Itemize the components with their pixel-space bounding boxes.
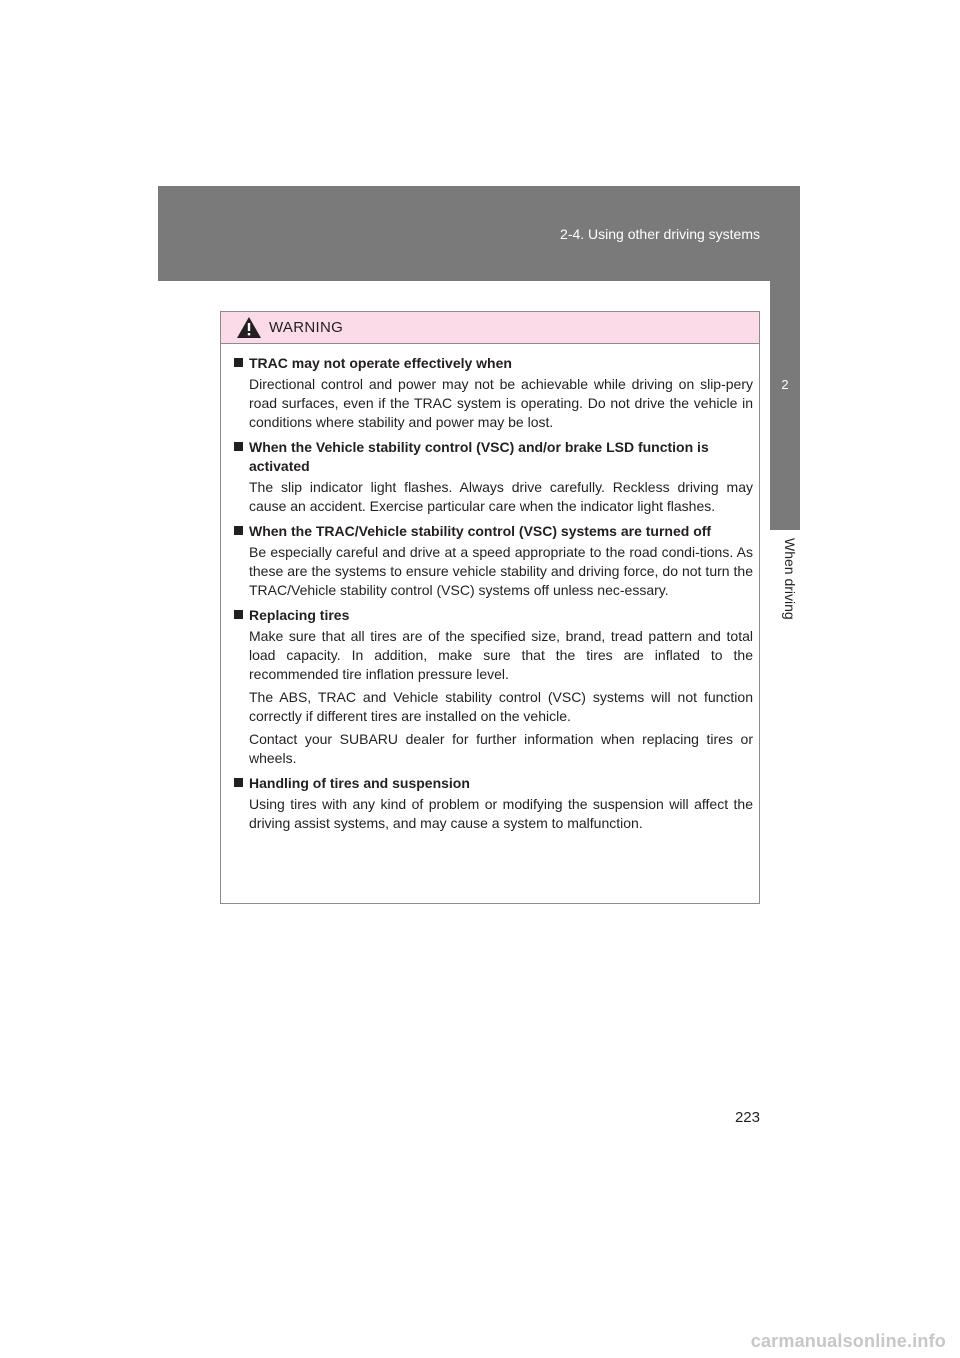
page-number: 223 bbox=[734, 1109, 760, 1126]
warning-body bbox=[221, 344, 759, 833]
item-heading: When the TRAC/Vehicle stability control (VSC) systems are turned off bbox=[231, 522, 753, 541]
warning-item bbox=[231, 438, 753, 516]
warning-item bbox=[231, 354, 753, 432]
header-band bbox=[158, 186, 800, 281]
item-heading: TRAC may not operate effectively when bbox=[231, 354, 753, 373]
watermark: carmanualsonline.info bbox=[750, 1331, 946, 1351]
item-heading: Replacing tires bbox=[231, 606, 753, 625]
square-bullet-icon bbox=[234, 442, 243, 451]
square-bullet-icon bbox=[234, 526, 243, 535]
warning-box bbox=[220, 311, 760, 904]
warning-item bbox=[231, 522, 753, 600]
item-paragraph: Be especially careful and drive at a speed appropriate to the road condi-tions. As these are the systems to ensure vehicle stability and driving force, do not turn the TRAC/Vehicle stability control (VSC) systems off unless nec-essary. bbox=[249, 544, 753, 598]
item-paragraph: Contact your SUBARU dealer for further information when replacing tires or wheels. bbox=[249, 731, 753, 766]
item-paragraph: The ABS, TRAC and Vehicle stability control (VSC) systems will not function correctly if different tires are installed on the vehicle. bbox=[249, 689, 753, 724]
warning-item bbox=[231, 774, 753, 833]
warning-triangle-icon bbox=[237, 317, 261, 338]
item-paragraph: Using tires with any kind of problem or modifying the suspension will affect the driving assist systems, and may cause a system to malfunction. bbox=[249, 796, 753, 831]
chapter-tab bbox=[770, 280, 800, 530]
item-heading: When the Vehicle stability control (VSC) and/or brake LSD function is activated bbox=[231, 438, 753, 476]
square-bullet-icon bbox=[234, 358, 243, 367]
warning-header bbox=[221, 312, 759, 344]
square-bullet-icon bbox=[234, 778, 243, 787]
item-paragraph: Directional control and power may not be achievable while driving on slip-pery road surfaces, even if the TRAC system is operating. Do not drive the vehicle in conditions where stability and power may be lost. bbox=[249, 376, 753, 430]
item-heading: Handling of tires and suspension bbox=[231, 774, 753, 793]
square-bullet-icon bbox=[234, 610, 243, 619]
warning-item bbox=[231, 606, 753, 768]
chapter-label: When driving bbox=[782, 538, 798, 620]
section-title: 2-4. Using other driving systems bbox=[560, 226, 760, 242]
item-paragraph: The slip indicator light flashes. Always drive carefully. Reckless driving may cause an accident. Exercise particular care when the indicator light flashes. bbox=[249, 479, 753, 514]
item-paragraph: Make sure that all tires are of the specified size, brand, tread pattern and total load capacity. In addition, make sure that the tires are inflated to the recommended tire inflation pressure level. bbox=[249, 628, 753, 682]
chapter-number: 2 bbox=[781, 377, 789, 392]
warning-title: WARNING bbox=[269, 319, 344, 336]
